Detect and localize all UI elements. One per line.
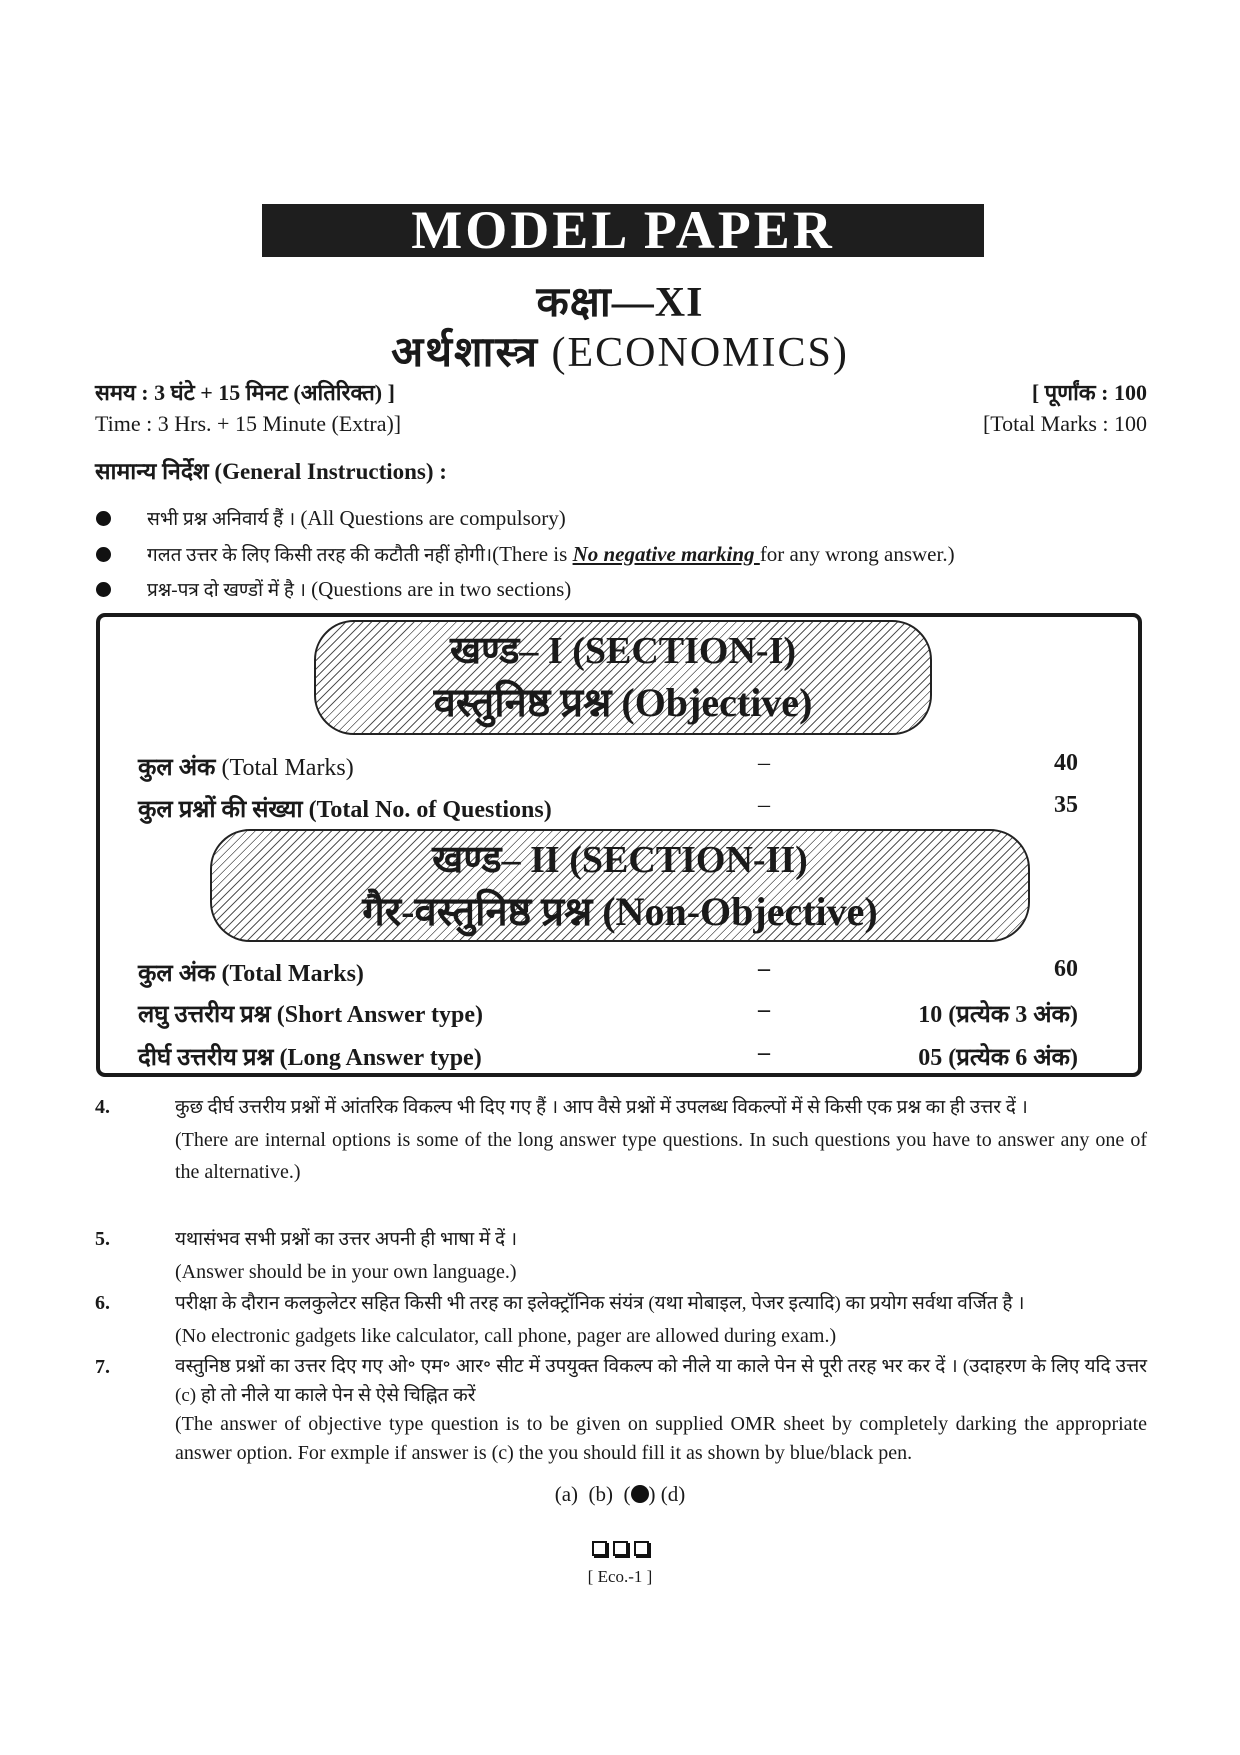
bullet-icon	[96, 511, 111, 526]
section-1-total-marks: कुल अंक (Total Marks) – 40	[138, 750, 1078, 781]
square-icon	[592, 1541, 607, 1556]
section-1-title: खण्ड– I (SECTION-I)	[449, 630, 797, 672]
section-2-long-answer: दीर्घ उत्तरीय प्रश्न (Long Answer type) – 05 (प्रत्येक 6 अंक)	[138, 1040, 1078, 1071]
square-icon	[634, 1541, 649, 1556]
answer-options-example: (a) (b) ( ) (d)	[554, 1482, 686, 1506]
filled-circle-icon	[631, 1485, 649, 1503]
instruction-5: यथासंभव सभी प्रश्नों का उत्तर अपनी ही भाषा में दें । (Answer should be in your own language.)	[175, 1229, 518, 1283]
time-marks-hindi	[95, 377, 1147, 407]
no-negative-marking: No negative marking	[572, 541, 760, 566]
section-1-header	[314, 620, 932, 735]
bullet-icon	[96, 582, 111, 597]
subject-title	[0, 322, 1240, 379]
instruction-number: 7.	[95, 1356, 110, 1378]
section-2-total-marks: कुल अंक (Total Marks) – 60	[138, 956, 1078, 987]
time-english: Time : 3 Hrs. + 15 Minute (Extra)]	[95, 411, 402, 436]
bullet-icon	[96, 547, 111, 562]
instruction-bullet-3: प्रश्न-पत्र दो खण्डों में है । (Questions are in two sections)	[95, 576, 1155, 602]
end-marks	[0, 1541, 1240, 1561]
square-icon	[613, 1541, 628, 1556]
general-instructions-heading: सामान्य निर्देश (General Instructions) :	[95, 459, 447, 484]
page-number: [ Eco.-1 ]	[587, 1567, 653, 1586]
instruction-number: 5.	[95, 1228, 110, 1250]
section-2-subtitle: गैर-वस्तुनिष्ठ प्रश्न (Non-Objective)	[362, 889, 878, 934]
time-hindi: समय : 3 घंटे + 15 मिनट (अतिरिक्त) ]	[95, 380, 395, 405]
marks-hindi: [ पूर्णांक : 100	[1031, 380, 1147, 405]
marks-english: [Total Marks : 100	[982, 411, 1147, 436]
instruction-bullet-1: सभी प्रश्न अनिवार्य हैं । (All Questions are compulsory)	[95, 505, 1155, 531]
model-paper-banner: MODEL PAPER	[262, 204, 984, 257]
instruction-number: 4.	[95, 1096, 110, 1118]
instruction-4: कुछ दीर्घ उत्तरीय प्रश्नों में आंतरिक विकल्प भी दिए गए हैं । आप वैसे प्रश्नों में उपलब्ध विकल्पों में से किसी एक प्रश्न का ही उत्तर दें । (There are internal options is some of the long answer type questions. In such questions you have to answer any one of the alternative.)	[175, 1097, 1147, 1183]
instruction-7: वस्तुनिष्ठ प्रश्नों का उत्तर दिए गए ओ॰ एम॰ आर॰ सीट में उपयुक्त विकल्प को नीले या काले पेन से पूरी तरह भर कर दें । (उदाहरण के लिए यदि उत्तर (c) हो तो नीले या काले पेन से ऐसे चिह्नित करें (The answer of objective type question is to be given on supplied OMR sheet by completely darking the appropriate answer option. For exmple if answer is (c) the you should fill it as shown by blue/black pen.	[175, 1356, 1147, 1464]
instruction-6: परीक्षा के दौरान कलकुलेटर सहित किसी भी तरह का इलेक्ट्रॉनिक संयंत्र (यथा मोबाइल, पेजर इत्यादि) का प्रयोग सर्वथा वर्जित है । (No electronic gadgets like calculator, call phone, pager are allowed during exam.)	[175, 1293, 1025, 1347]
section-2-short-answer: लघु उत्तरीय प्रश्न (Short Answer type) – 10 (प्रत्येक 3 अंक)	[138, 997, 1078, 1028]
time-marks-english	[95, 411, 1147, 437]
class-label: कक्षा—XI	[536, 280, 704, 326]
subject-hindi: अर्थशास्त्र	[391, 330, 540, 376]
section-1-total-questions: कुल प्रश्नों की संख्या (Total No. of Questions) – 35	[138, 792, 1078, 823]
section-1-subtitle: वस्तुनिष्ठ प्रश्न (Objective)	[433, 680, 813, 725]
section-2-header	[210, 829, 1030, 942]
section-2-title: खण्ड– II (SECTION-II)	[432, 839, 808, 881]
instruction-bullet-2: गलत उत्तर के लिए किसी तरह की कटौती नहीं होगी। (There is No negative marking for any wrong answer.)	[95, 541, 1155, 567]
instruction-number: 6.	[95, 1292, 110, 1314]
subject-english: (ECONOMICS)	[551, 330, 849, 376]
